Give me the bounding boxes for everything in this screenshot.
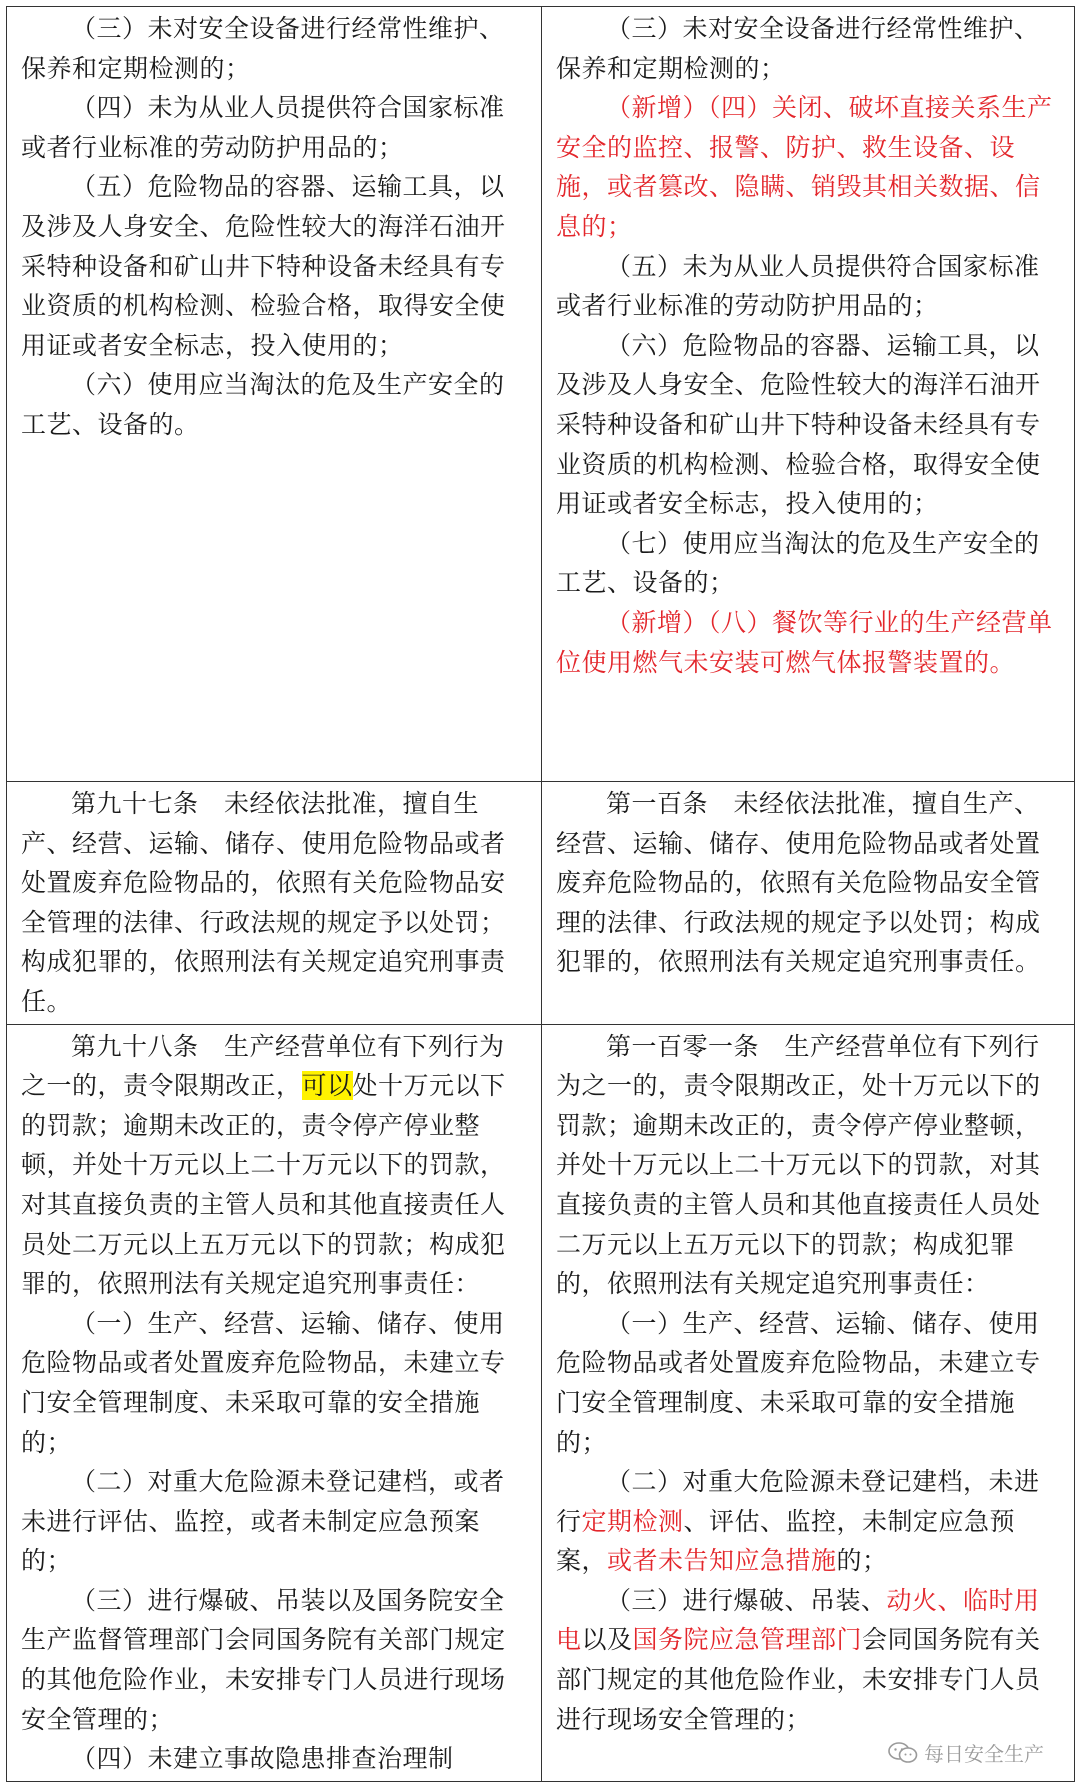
- paragraph: （四）未建立事故隐患排查治理制: [71, 1744, 454, 1774]
- text-span: 第九十八条 生产经营单位有下列行为之一的，责令限期改正，: [21, 1031, 505, 1101]
- paragraph: （三）未对安全设备进行经常性维护、保养和定期检测的；: [556, 14, 1040, 83]
- paragraph: （五）未为从业人员提供符合国家标准或者行业标准的劳动防护用品的；: [556, 251, 1040, 321]
- table-row: [7, 782, 1075, 1025]
- paragraph: （一）生产、经营、运输、储存、使用危险物品或者处置废弃危险物品，未建立专门安全管理制度、未采取可靠的安全措施的；: [556, 1308, 1041, 1457]
- paragraph: （二）对重大危险源未登记建档，或者未进行评估、监控，或者未制定应急预案的；: [21, 1467, 505, 1576]
- paragraph: [556, 1581, 1062, 1739]
- text-span: 处十万元以下的罚款；逾期未改正的，责令停产停业整顿，并处十万元以上二十万元以下的罚款，对其直接负责的主管人员和其他直接责任人员处二万元以上五万元以下的罚款；构成犯罪的，依照刑法有关规定追究刑事责任：: [21, 1071, 506, 1299]
- new-text-cell: [542, 1024, 1075, 1781]
- old-text-cell: [7, 782, 542, 1025]
- paragraph: （三）进行爆破、吊装以及国务院安全生产监督管理部门会同国务院有关部门规定的其他危险作业，未安排专门人员进行现场安全管理的；: [21, 1585, 506, 1734]
- paragraph: （六）危险物品的容器、运输工具，以及涉及人身安全、危险性较大的海洋石油开采特种设备和矿山井下特种设备未经具有专业资质的机构检测、检验合格，取得安全使用证或者安全标志，投入使用的；: [556, 330, 1041, 519]
- table-row: [7, 1024, 1075, 1781]
- paragraph: （六）使用应当淘汰的危及生产安全的工艺、设备的。: [21, 370, 505, 439]
- paragraph: （七）使用应当淘汰的危及生产安全的工艺、设备的；: [556, 528, 1040, 598]
- paragraph: （四）未为从业人员提供符合国家标准或者行业标准的劳动防护用品的；: [21, 93, 505, 162]
- article-97: 第九十七条 未经依法批准，擅自生产、经营、运输、储存、使用危险物品或者处置废弃危险物品的，依照有关危险物品安全管理的法律、行政法规的规定予以处罚；构成犯罪的，依照刑法有关规定追究刑事责任。: [21, 789, 506, 1016]
- law-comparison-table: [6, 6, 1075, 1782]
- text-span: （二）对重大危险源未登记建档，未进行: [556, 1467, 1040, 1536]
- text-span: 会同国务院有关部门规定的其他危险作业，未安排专门人员进行现场安全管理的；: [556, 1625, 1041, 1734]
- paragraph: （五）危险物品的容器、运输工具，以及涉及人身安全、危险性较大的海洋石油开采特种设备和矿山井下特种设备未经具有专业资质的机构检测、检验合格，取得安全使用证或者安全标志，投入使用的；: [21, 172, 506, 360]
- text-span: （三）进行爆破、吊装、: [606, 1585, 887, 1615]
- highlighted-text: 可以: [301, 1071, 353, 1101]
- watermark-text: 每日安全生产: [924, 1742, 1044, 1766]
- paragraph: [556, 1462, 1062, 1581]
- text-span: 的；: [836, 1546, 888, 1576]
- changed-text: 或者未告知应急措施: [607, 1546, 837, 1576]
- wechat-icon: [888, 1742, 918, 1764]
- changed-text: 定期检测: [581, 1506, 684, 1536]
- paragraph: （三）未对安全设备进行经常性维护、保养和定期检测的；: [21, 14, 505, 83]
- watermark: [882, 1736, 1050, 1769]
- changed-text: 动火、临时用电: [556, 1585, 1040, 1655]
- article-100: 第一百条 未经依法批准，擅自生产、经营、运输、储存、使用危险物品或者处置废弃危险物品的，依照有关危险物品安全管理的法律、行政法规的规定予以处罚；构成犯罪的，依照刑法有关规定追究刑事责任。: [556, 789, 1041, 977]
- old-text-cell: [7, 7, 542, 782]
- new-text-cell: [542, 7, 1075, 782]
- new-clause: （新增）（四）关闭、破坏直接关系生产安全的监控、报警、防护、救生设备、设施，或者篡改、隐瞒、销毁其相关数据、信息的；: [556, 93, 1053, 241]
- article-98: [21, 1027, 529, 1304]
- old-text-cell: [7, 1024, 542, 1781]
- text-span: 以及: [581, 1625, 633, 1655]
- text-span: 、评估、监控，未制定应急预案，: [556, 1506, 1016, 1576]
- new-clause: （新增）（八）餐饮等行业的生产经营单位使用燃气未安装可燃气体报警装置的。: [556, 607, 1053, 677]
- article-101: 第一百零一条 生产经营单位有下列行为之一的，责令限期改正，处十万元以下的罚款；逾期未改正的，责令停产停业整顿，并处十万元以上二十万元以下的罚款，对其直接负责的主管人员和其他直接责任人员处二万元以上五万元以下的罚款；构成犯罪的，依照刑法有关规定追究刑事责任：: [556, 1031, 1041, 1299]
- table-row: [7, 7, 1075, 782]
- changed-text: 国务院应急管理部门: [632, 1625, 863, 1655]
- new-text-cell: [542, 782, 1075, 1025]
- paragraph: （一）生产、经营、运输、储存、使用危险物品或者处置废弃危险物品，未建立专门安全管理制度、未采取可靠的安全措施的；: [21, 1308, 506, 1457]
